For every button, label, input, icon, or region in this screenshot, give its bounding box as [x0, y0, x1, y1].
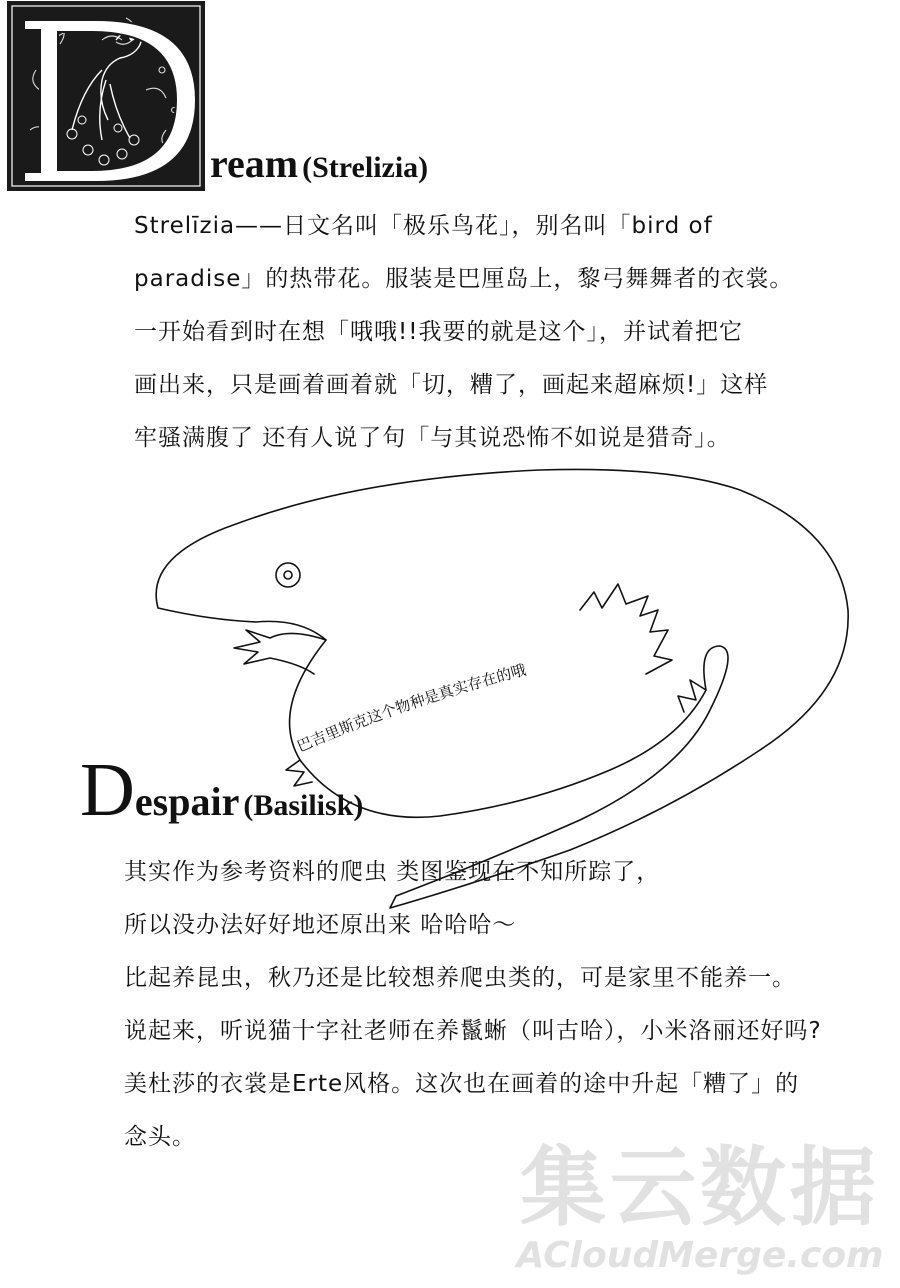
watermark-chinese: 集云数据 [520, 1138, 880, 1238]
dream-heading [210, 141, 429, 186]
dream-paragraph [134, 200, 793, 465]
basilisk-jaw-spikes [234, 630, 326, 674]
despair-line: 美杜莎的衣裳是Erte风格。这次也在画着的途中升起「糟了」的 [124, 1071, 800, 1097]
dream-line: 画出来，只是画着画着就「切，糟了，画起来超麻烦!」这样 [134, 372, 769, 398]
despair-heading [80, 748, 364, 832]
dream-heading-word: ream [210, 141, 299, 186]
basilisk-note: 巴吉里斯克这个物种是真实存在的哦 [294, 660, 528, 756]
despair-heading-subtitle: (Basilisk) [243, 789, 364, 822]
dream-line: paradise」的热带花。服装是巴厘岛上，黎弓舞舞者的衣裳。 [134, 266, 794, 292]
basilisk-eye [276, 563, 300, 587]
watermark [510, 1140, 890, 1276]
despair-line: 所以没办法好好地还原出来 哈哈哈～ [124, 912, 517, 938]
watermark-url: ACloudMerge.com [516, 1235, 884, 1276]
dream-heading-subtitle: (Strelizia) [302, 151, 429, 184]
despair-line: 比起养昆虫，秋乃还是比较想养爬虫类的，可是家里不能养一。 [124, 965, 796, 991]
despair-line: 其实作为参考资料的爬虫 类图鉴现在不知所踪了， [124, 859, 661, 885]
ornamental-drop-cap-d [6, 0, 206, 192]
basilisk-outline [156, 469, 848, 908]
despair-line: 念头。 [124, 1124, 196, 1150]
despair-heading-initial: D [80, 748, 135, 832]
dream-line: 一开始看到时在想「哦哦!!我要的就是这个」，并试着把它 [134, 319, 743, 345]
dream-line: 牢骚满腹了 还有人说了句「与其说恐怖不如说是猎奇」。 [134, 425, 731, 451]
despair-line: 说起来，听说猫十字社老师在养鬣蜥（叫古哈），小米洛丽还好吗? [124, 1018, 822, 1044]
basilisk-fin-spikes [580, 584, 672, 674]
despair-paragraph [124, 846, 822, 1164]
dream-line: Strelīzia——日文名叫「极乐鸟花」，别名叫「bird of [134, 213, 713, 239]
despair-heading-word: espair [134, 779, 240, 824]
